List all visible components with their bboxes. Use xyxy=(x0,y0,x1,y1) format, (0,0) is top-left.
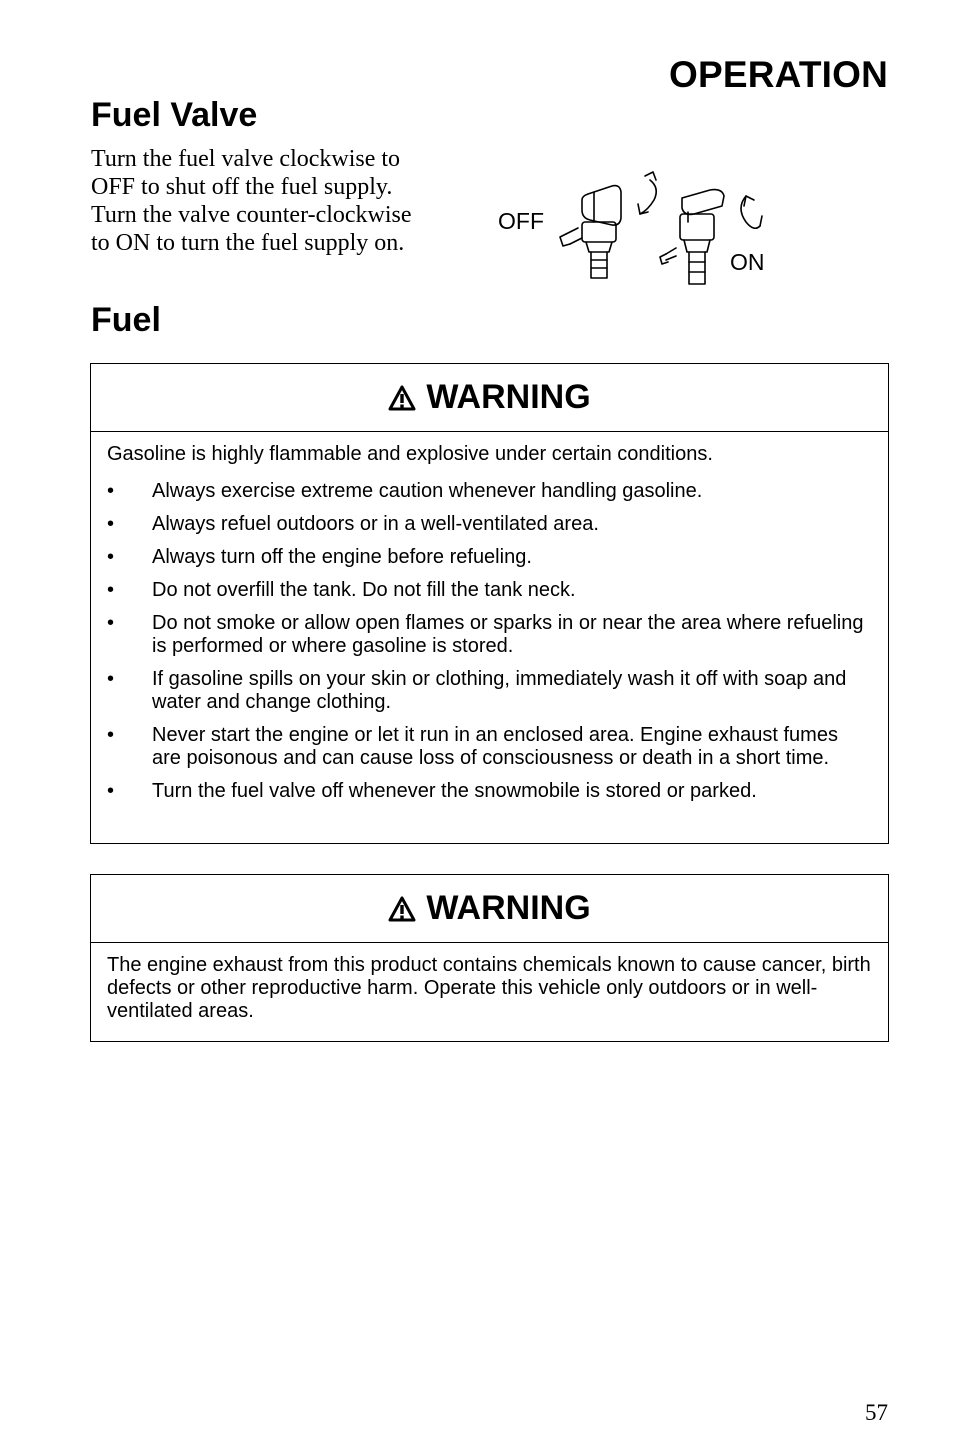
list-item-text: Always exercise extreme caution whenever handling gasoline. xyxy=(152,480,703,502)
warning-body xyxy=(91,943,888,1023)
gasoline-warning-box xyxy=(90,363,889,844)
list-item xyxy=(107,579,872,602)
warning-list xyxy=(107,480,872,803)
bullet: • xyxy=(107,513,115,535)
list-item-text: Do not overfill the tank. Do not fill the tank neck. xyxy=(152,579,576,601)
warning-triangle-icon xyxy=(388,385,416,411)
page-number: 57 xyxy=(865,1400,888,1425)
list-item-text: Always refuel outdoors or in a well-ventilated area. xyxy=(152,513,599,535)
bullet: • xyxy=(107,546,115,568)
warning-header xyxy=(91,364,888,432)
list-item-text: Never start the engine or let it run in an enclosed area. Engine exhaust fumes are poisonous and can cause loss of consciousness or death in a short time. xyxy=(152,724,838,769)
rotation-arrow-counterclockwise-icon xyxy=(741,196,762,228)
warning-header xyxy=(91,875,888,943)
fuel-heading: Fuel xyxy=(91,301,161,339)
fuel-valve-heading: Fuel Valve xyxy=(91,96,258,134)
section-header: OPERATION xyxy=(668,54,888,95)
bullet: • xyxy=(107,780,115,802)
list-item xyxy=(107,513,872,536)
warning-text: The engine exhaust from this product contains chemicals known to cause cancer, birth defects or other reproductive harm. Operate this vehicle only outdoors or in well-ventilated areas. xyxy=(107,954,871,1022)
bullet: • xyxy=(107,612,115,634)
list-item xyxy=(107,546,872,569)
list-item-text: If gasoline spills on your skin or clothing, immediately wash it off with soap and water and change clothing. xyxy=(152,668,847,713)
list-item xyxy=(107,668,872,714)
off-label: OFF xyxy=(498,208,544,234)
bullet: • xyxy=(107,724,115,746)
fuel-valve-on-icon xyxy=(660,190,724,284)
list-item xyxy=(107,780,872,803)
rotation-arrow-clockwise-icon xyxy=(638,172,656,214)
warning-triangle-icon xyxy=(388,896,416,922)
list-item xyxy=(107,724,872,770)
fuel-valve-diagram xyxy=(490,168,780,293)
list-item-text: Always turn off the engine before refueling. xyxy=(152,546,532,568)
bullet: • xyxy=(107,668,115,690)
exhaust-warning-box xyxy=(90,874,889,1042)
warning-body xyxy=(91,432,888,803)
bullet: • xyxy=(107,480,115,502)
list-item xyxy=(107,612,872,658)
list-item xyxy=(107,480,872,503)
list-item-text: Do not smoke or allow open flames or sparks in or near the area where refueling is performed or where gasoline is stored. xyxy=(152,612,864,657)
warning-heading: WARNING xyxy=(426,378,591,416)
list-item-text: Turn the fuel valve off whenever the snowmobile is stored or parked. xyxy=(152,780,757,802)
on-label: ON xyxy=(730,249,765,275)
fuel-valve-description: Turn the fuel valve clockwise to OFF to shut off the fuel supply. Turn the valve counter-clockwise to ON to turn the fuel supply on. xyxy=(91,146,412,256)
bullet: • xyxy=(107,579,115,601)
warning-heading: WARNING xyxy=(426,889,591,927)
fuel-valve-off-icon xyxy=(560,186,621,278)
warning-intro: Gasoline is highly flammable and explosive under certain conditions. xyxy=(107,443,713,465)
